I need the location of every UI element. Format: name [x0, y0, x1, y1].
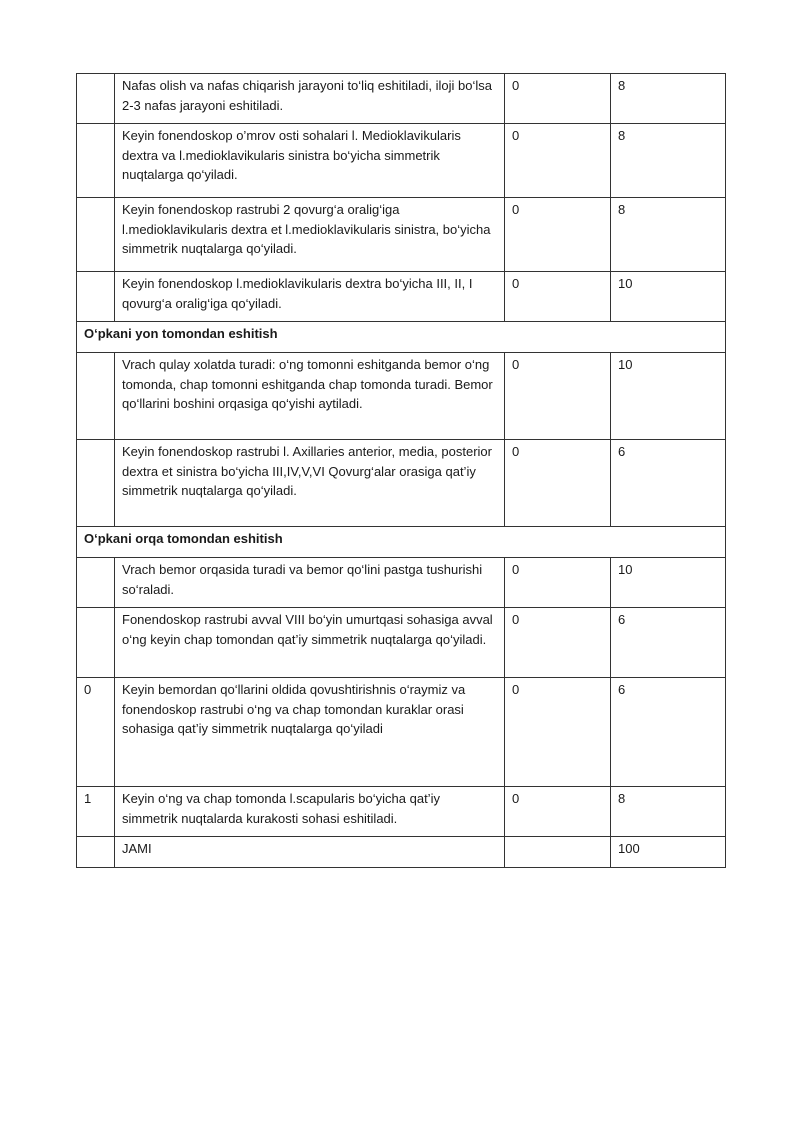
min-score: 0	[505, 678, 611, 787]
min-score: 0	[505, 198, 611, 272]
table-row	[77, 678, 726, 787]
row-number	[77, 272, 115, 322]
step-text: Keyin fonendoskop rastrubi 2 qovurg‘a oralig‘iga l.medioklavikularis dextra et l.medioklavikularis sinistra, bo‘yicha simmetrik nuqtalarga qo‘yiladi.	[115, 198, 505, 272]
section-heading: O‘pkani yon tomondan eshitish	[77, 322, 726, 353]
checklist-table	[76, 73, 726, 868]
step-text: Fonendoskop rastrubi avval VIII bo‘yin umurtqasi sohasiga avval o‘ng keyin chap tomondan qat’iy simmetrik nuqtalarga qo‘yiladi.	[115, 608, 505, 678]
min-score: 0	[505, 124, 611, 198]
max-score: 10	[611, 272, 726, 322]
row-number: 0	[77, 678, 115, 787]
row-number	[77, 124, 115, 198]
section-row	[77, 527, 726, 558]
row-number: 1	[77, 787, 115, 837]
min-score: 0	[505, 608, 611, 678]
table-row	[77, 787, 726, 837]
step-text: Keyin fonendoskop l.medioklavikularis dextra bo‘yicha III, II, I qovurg‘a oralig‘iga qo‘yiladi.	[115, 272, 505, 322]
max-score: 8	[611, 787, 726, 837]
table-row	[77, 198, 726, 272]
row-number	[77, 440, 115, 527]
row-number	[77, 198, 115, 272]
table-row	[77, 558, 726, 608]
section-heading: O‘pkani orqa tomondan eshitish	[77, 527, 726, 558]
row-number	[77, 558, 115, 608]
section-row	[77, 322, 726, 353]
table-row	[77, 440, 726, 527]
table-row	[77, 124, 726, 198]
min-score	[505, 837, 611, 868]
total-label: JAMI	[115, 837, 505, 868]
table-row	[77, 272, 726, 322]
max-score: 6	[611, 608, 726, 678]
table-row	[77, 608, 726, 678]
total-row	[77, 837, 726, 868]
min-score: 0	[505, 787, 611, 837]
row-number	[77, 353, 115, 440]
max-score: 6	[611, 678, 726, 787]
table-row	[77, 353, 726, 440]
step-text: Keyin fonendoskop o’mrov osti sohalari l. Medioklavikularis dextra va l.medioklavikularis sinistra bo‘yicha simmetrik nuqtalarga qo‘yiladi.	[115, 124, 505, 198]
table-row	[77, 74, 726, 124]
row-number	[77, 837, 115, 868]
step-text: Keyin bemordan qo‘llarini oldida qovushtirishnis o‘raymiz va fonendoskop rastrubi o‘ng va chap tomondan kuraklar orasi sohasiga qat’iy simmetrik nuqtalarga qo‘yiladi	[115, 678, 505, 787]
total-score: 100	[611, 837, 726, 868]
step-text: Keyin fonendoskop rastrubi l. Axillaries anterior, media, posterior dextra et sinistra bo‘yicha III,IV,V,VI Qovurg‘alar orasiga qat’iy simmetrik nuqtalarga qo‘yiladi.	[115, 440, 505, 527]
min-score: 0	[505, 353, 611, 440]
max-score: 8	[611, 198, 726, 272]
max-score: 8	[611, 124, 726, 198]
step-text: Vrach bemor orqasida turadi va bemor qo‘lini pastga tushurishi so‘raladi.	[115, 558, 505, 608]
min-score: 0	[505, 440, 611, 527]
row-number	[77, 608, 115, 678]
max-score: 6	[611, 440, 726, 527]
row-number	[77, 74, 115, 124]
step-text: Keyin o‘ng va chap tomonda l.scapularis bo‘yicha qat’iy simmetrik nuqtalarda kurakosti sohasi eshitiladi.	[115, 787, 505, 837]
min-score: 0	[505, 558, 611, 608]
step-text: Vrach qulay xolatda turadi: o‘ng tomonni eshitganda bemor o‘ng tomonda, chap tomonni eshitganda chap tomonda turadi. Bemor qo‘llarini boshini orqasiga qo‘yishi aytiladi.	[115, 353, 505, 440]
max-score: 10	[611, 558, 726, 608]
max-score: 10	[611, 353, 726, 440]
step-text: Nafas olish va nafas chiqarish jarayoni to‘liq eshitiladi, iloji bo‘lsa 2-3 nafas jarayoni eshitiladi.	[115, 74, 505, 124]
max-score: 8	[611, 74, 726, 124]
min-score: 0	[505, 74, 611, 124]
min-score: 0	[505, 272, 611, 322]
